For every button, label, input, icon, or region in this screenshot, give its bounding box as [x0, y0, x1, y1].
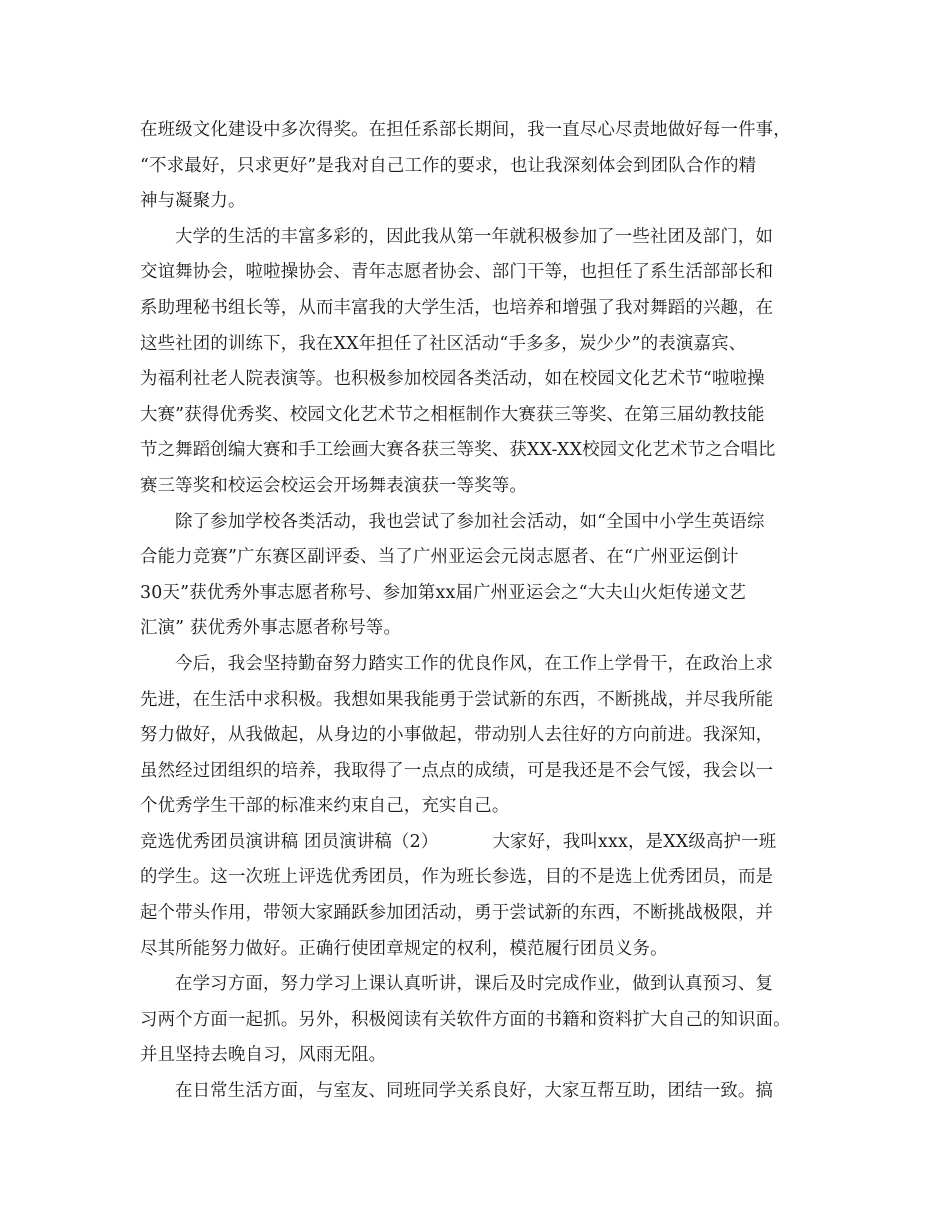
text-line: 这些社团的训练下，我在XX年担任了社区活动“手多多，炭少少”的表演嘉宾、 [140, 333, 747, 354]
text-line: 合能力竞赛”广东赛区副评委、当了广州亚运会元岗志愿者、在“广州亚运倒计 [140, 547, 739, 568]
text-line: 先进，在生活中求积极。我想如果我能勇于尝试新的东西，不断挑战，并尽我所能 [140, 689, 774, 710]
text-line: 系助理秘书组长等，从而丰富我的大学生活，也培养和增强了我对舞蹈的兴趣，在 [140, 297, 774, 318]
speech-opening: 大家好，我叫xxx，是XX级高护一班 [492, 831, 777, 852]
text-line: 汇演” 获优秀外事志愿者称号等。 [140, 618, 402, 639]
text-line [140, 825, 830, 861]
text-line: 除了参加学校各类活动，我也尝试了参加社会活动，如“全国中小学生英语综 [175, 511, 765, 532]
text-line: 虽然经过团组织的培养，我取得了一点点的成绩，可是我还是不会气馁，我会以一 [140, 760, 774, 781]
text-line: 大赛”获得优秀奖、校园文化艺术节之相框制作大赛获三等奖、在第三届幼教技能 [140, 404, 765, 425]
text-line: “不求最好，只求更好”是我对自己工作的要求，也让我深刻体会到团队合作的精 [140, 155, 757, 176]
speech-title: 竞选优秀团员演讲稿 团员演讲稿（2） [140, 831, 439, 852]
paragraph-4 [140, 647, 830, 825]
text-line: 个优秀学生干部的标准来约束自己，充实自己。 [140, 796, 510, 817]
text-line: 在班级文化建设中多次得奖。在担任系部长期间，我一直尽心尽责地做好每一件事， [140, 120, 791, 140]
text-line: 为福利社老人院表演等。也积极参加校园各类活动，如在校园文化艺术节“啦啦操 [140, 369, 765, 390]
text-line: 并且坚持去晚自习，风雨无阻。 [140, 1045, 387, 1066]
paragraph-5 [140, 825, 830, 967]
paragraph-3 [140, 505, 830, 647]
paragraph-7 [140, 1074, 830, 1110]
paragraph-2 [140, 220, 830, 505]
text-line: 今后，我会坚持勤奋努力踏实工作的优良作风，在工作上学骨干，在政治上求 [175, 653, 774, 674]
text-line: 神与凝聚力。 [140, 191, 246, 212]
text-line: 大学的生活的丰富多彩的，因此我从第一年就积极参加了一些社团及部门，如 [175, 226, 774, 247]
text-line: 交谊舞协会，啦啦操协会、青年志愿者协会、部门干等，也担任了系生活部部长和 [140, 262, 774, 283]
text-line: 赛三等奖和校运会校运会开场舞表演获一等奖等。 [140, 475, 527, 496]
text-line: 在日常生活方面，与室友、同班同学关系良好，大家互帮互助，团结一致。搞 [175, 1081, 774, 1102]
paragraph-6 [140, 967, 830, 1074]
text-line: 30天”获优秀外事志愿者称号、参加第xx届广州亚运会之“大夫山火炬传递文艺 [140, 582, 747, 603]
text-line: 努力做好，从我做起，从身边的小事做起，带动别人去往好的方向前进。我深知， [140, 725, 774, 746]
paragraph-1 [140, 113, 830, 220]
text-line: 的学生。这一次班上评选优秀团员，作为班长参选，目的不是选上优秀团员，而是 [140, 867, 774, 888]
text-line: 习两个方面一起抓。另外，积极阅读有关软件方面的书籍和资料扩大自己的知识面。 [140, 1009, 791, 1030]
text-line: 节之舞蹈创编大赛和手工绘画大赛各获三等奖、获XX-XX校园文化艺术节之合唱比 [140, 440, 776, 461]
text-line: 尽其所能努力做好。正确行使团章规定的权利，模范履行团员义务。 [140, 938, 668, 959]
text-line: 在学习方面，努力学习上课认真听讲，课后及时完成作业，做到认真预习、复 [175, 974, 774, 995]
document-body [140, 113, 830, 1110]
text-line: 起个带头作用，带领大家踊跃参加团活动，勇于尝试新的东西，不断挑战极限，并 [140, 903, 774, 924]
